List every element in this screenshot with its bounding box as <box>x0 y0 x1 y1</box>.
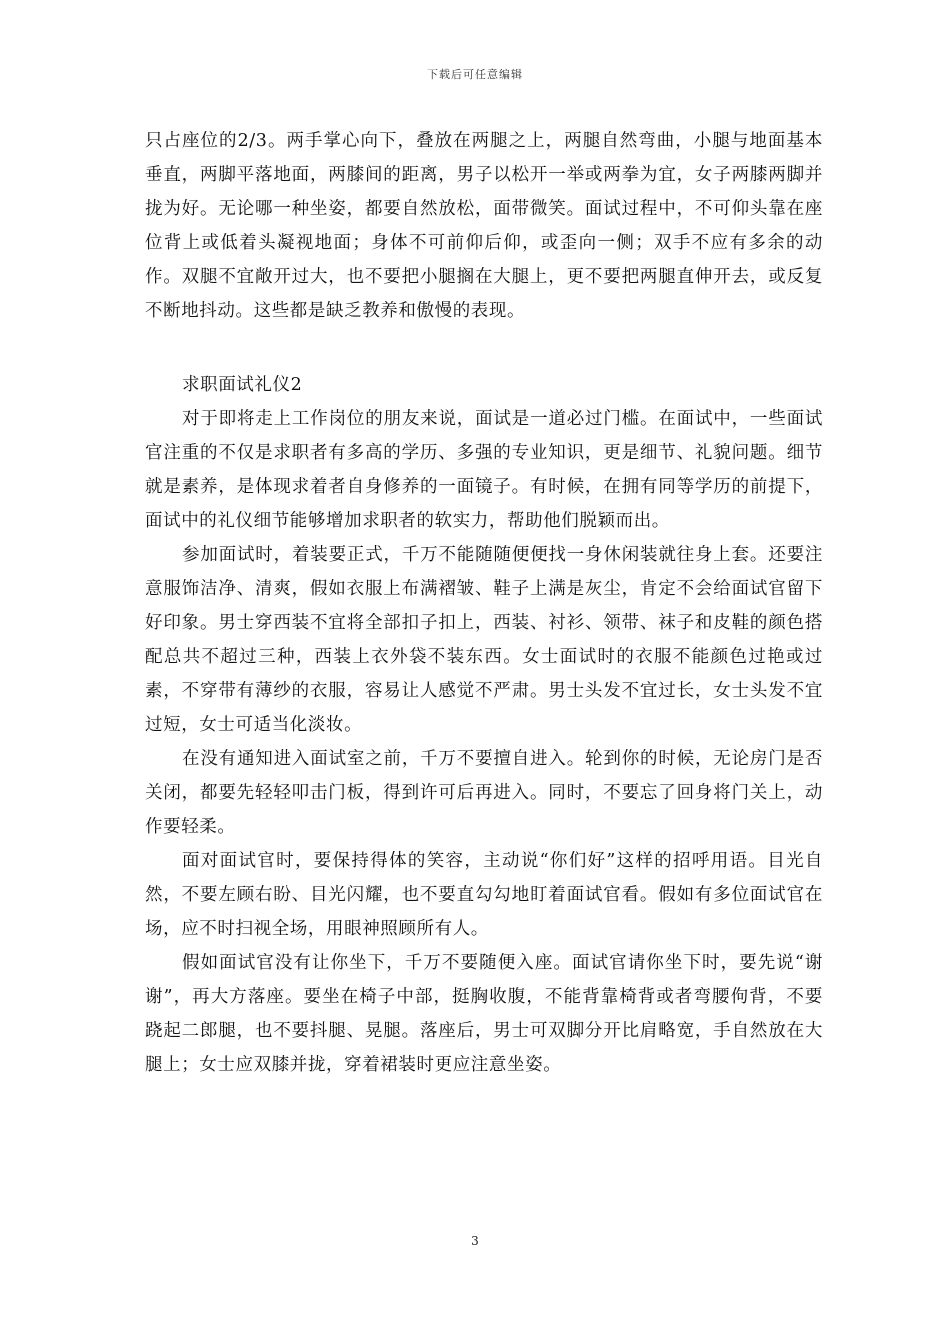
paragraph-1: 对于即将走上工作岗位的朋友来说，面试是一道必过门槛。在面试中，一些面试官注重的不仅是求职者有多高的学历、多强的专业知识，更是细节、礼貌问题。细节就是素养，是体现求着者自身修养的一面镜子。有时候，在拥有同等学历的前提下，面试中的礼仪细节能够增加求职者的软实力，帮助他们脱颖而出。 <box>145 409 823 531</box>
paragraph-2: 参加面试时，着装要正式，千万不能随随便便找一身休闲装就往身上套。还要注意服饰洁净、清爽，假如衣服上布满褶皱、鞋子上满是灰尘，肯定不会给面试官留下好印象。男士穿西装不宜将全部扣子扣上，西装、衬衫、领带、袜子和皮鞋的颜色搭配总共不超过三种，西装上衣外袋不装东西。女士面试时的衣服不能颜色过艳或过素，不穿带有薄纱的衣服，容易让人感觉不严肃。男士头发不宜过长，女士头发不宜过短，女士可适当化淡妆。 <box>145 545 823 735</box>
paragraph-3: 在没有通知进入面试室之前，千万不要擅自进入。轮到你的时候，无论房门是否关闭，都要先轻轻叩击门板，得到许可后再进入。同时，不要忘了回身将门关上，动作要轻柔。 <box>145 749 823 837</box>
document-body <box>145 124 823 1082</box>
continued-paragraph: 只占座位的2/3。两手掌心向下，叠放在两腿之上，两腿自然弯曲，小腿与地面基本垂直，两脚平落地面，两膝间的距离，男子以松开一举或两拳为宜，女子两膝两脚并拢为好。无论哪一种坐姿，都要自然放松，面带微笑。面试过程中，不可仰头靠在座位背上或低着头凝视地面；身体不可前仰后仰，或歪向一侧；双手不应有多余的动作。双腿不宜敞开过大，也不要把小腿搁在大腿上，更不要把两腿直伸开去，或反复不断地抖动。这些都是缺乏教养和傲慢的表现。 <box>145 131 823 321</box>
paragraph-5: 假如面试官没有让你坐下，千万不要随便入座。面试官请你坐下时，要先说“谢谢”，再大方落座。要坐在椅子中部，挺胸收腹，不能背靠椅背或者弯腰佝背，不要跷起二郎腿，也不要抖腿、晃腿。落座后，男士可双脚分开比肩略宽，手自然放在大腿上；女士应双膝并拢，穿着裙装时更应注意坐姿。 <box>145 953 823 1075</box>
paragraph-4: 面对面试官时，要保持得体的笑容，主动说“你们好”这样的招呼用语。目光自然，不要左顾右盼、目光闪耀，也不要直勾勾地盯着面试官看。假如有多位面试官在场，应不时扫视全场，用眼神照顾所有人。 <box>145 851 823 939</box>
section-title: 求职面试礼仪2 <box>182 375 303 395</box>
page-header: 下载后可任意编辑 <box>427 68 523 81</box>
page-number: 3 <box>471 1234 479 1248</box>
